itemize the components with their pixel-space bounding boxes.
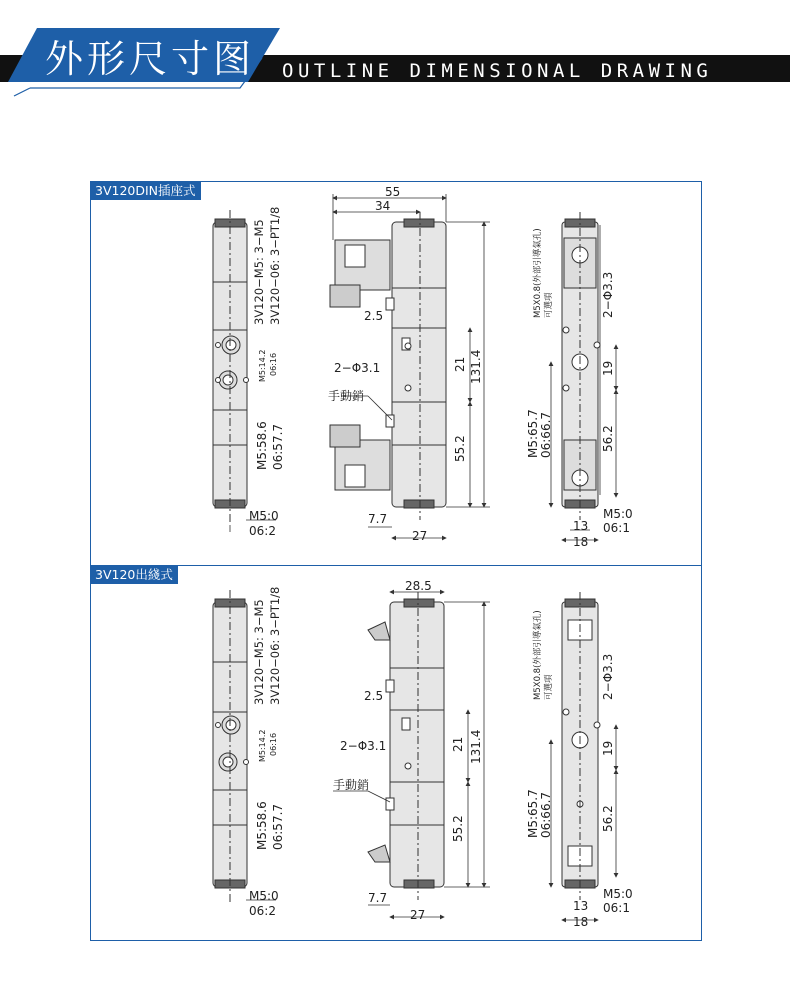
dim-55: 55 bbox=[385, 185, 401, 199]
port-a-b: 3V120−M5: 3−M5 bbox=[252, 599, 266, 705]
r-b-b: 06:66.7 bbox=[539, 791, 553, 838]
m-a: M5:14.2 bbox=[258, 349, 267, 382]
left-a: M5:58.6 bbox=[255, 421, 269, 470]
port-b: 3V120−06: 3−PT1/8 bbox=[268, 206, 282, 325]
dim-56-2: 56.2 bbox=[601, 425, 615, 452]
manual-label-b: 手動銷 bbox=[333, 778, 370, 792]
left-a-b: M5:58.6 bbox=[255, 801, 269, 850]
dim-21-b: 21 bbox=[451, 736, 465, 752]
dim-7-7-b: 7.7 bbox=[368, 891, 388, 905]
page-subtitle: OUTLINE DIMENSIONAL DRAWING bbox=[282, 60, 713, 82]
section-2-drawing bbox=[213, 579, 633, 929]
m-a-b: M5:14.2 bbox=[258, 729, 267, 762]
phi-label: 2−Φ3.3 bbox=[601, 271, 615, 318]
side-b-b: 可選項 bbox=[544, 674, 554, 700]
bot-a-b: M5:0 bbox=[249, 889, 279, 903]
dim-18-b: 18 bbox=[573, 915, 589, 929]
page-title: 外形尺寸图 bbox=[45, 37, 256, 81]
left-b: 06:57.7 bbox=[271, 423, 285, 470]
dim-28-5: 28.5 bbox=[405, 579, 432, 593]
hole-label-b: 2−Φ3.1 bbox=[340, 739, 387, 753]
section-2-label: 3V120出綫式 bbox=[91, 566, 178, 584]
section-1-label: 3V120DIN插座式 bbox=[91, 182, 201, 200]
dim-2-5: 2.5 bbox=[364, 309, 384, 323]
rb-a: M5:0 bbox=[603, 507, 633, 521]
m-b-b: 06:16 bbox=[269, 732, 278, 756]
side-a: M5X0.8(外部引導氣孔) bbox=[533, 228, 543, 318]
dim-27: 27 bbox=[412, 529, 428, 543]
left-b-b: 06:57.7 bbox=[271, 803, 285, 850]
bot-a: M5:0 bbox=[249, 509, 279, 523]
dim-21: 21 bbox=[453, 356, 467, 372]
phi-label-b: 2−Φ3.3 bbox=[601, 653, 615, 700]
r-a-b: M5:65.7 bbox=[526, 789, 540, 838]
bot-b: 06:2 bbox=[249, 524, 276, 538]
dim-18: 18 bbox=[573, 535, 589, 549]
dim-55-2-b: 55.2 bbox=[451, 815, 465, 842]
bot-b-b: 06:2 bbox=[249, 904, 276, 918]
dim-131-4: 131.4 bbox=[469, 349, 483, 384]
dim-55-2: 55.2 bbox=[453, 435, 467, 462]
dim-13: 13 bbox=[573, 519, 589, 533]
port-b-b: 3V120−06: 3−PT1/8 bbox=[268, 586, 282, 705]
hole-label: 2−Φ3.1 bbox=[334, 361, 381, 375]
dim-131-4-b: 131.4 bbox=[469, 729, 483, 764]
dim-34: 34 bbox=[375, 199, 391, 213]
dim-19-b: 19 bbox=[601, 740, 615, 756]
front-view-1 bbox=[213, 210, 249, 525]
r-a: M5:65.7 bbox=[526, 409, 540, 458]
end-view-2 bbox=[562, 592, 600, 900]
dim-19: 19 bbox=[601, 360, 615, 376]
side-a-b: M5X0.8(外部引導氣孔) bbox=[533, 610, 543, 700]
section-1-drawing bbox=[213, 185, 633, 549]
dim-27-b: 27 bbox=[410, 908, 426, 922]
side-b: 可選項 bbox=[544, 292, 554, 318]
dim-13-b: 13 bbox=[573, 899, 589, 913]
r-b: 06:66.7 bbox=[539, 411, 553, 458]
front-view-2 bbox=[213, 590, 249, 905]
dim-56-2-b: 56.2 bbox=[601, 805, 615, 832]
port-a: 3V120−M5: 3−M5 bbox=[252, 219, 266, 325]
dim-2-5-b: 2.5 bbox=[364, 689, 384, 703]
dim-7-7: 7.7 bbox=[368, 512, 388, 526]
m-b: 06:16 bbox=[269, 352, 278, 376]
manual-label: 手動銷 bbox=[328, 389, 365, 403]
end-view-1 bbox=[562, 212, 600, 520]
rb-b-b: 06:1 bbox=[603, 901, 630, 915]
rb-b: 06:1 bbox=[603, 521, 630, 535]
rb-a-b: M5:0 bbox=[603, 887, 633, 901]
